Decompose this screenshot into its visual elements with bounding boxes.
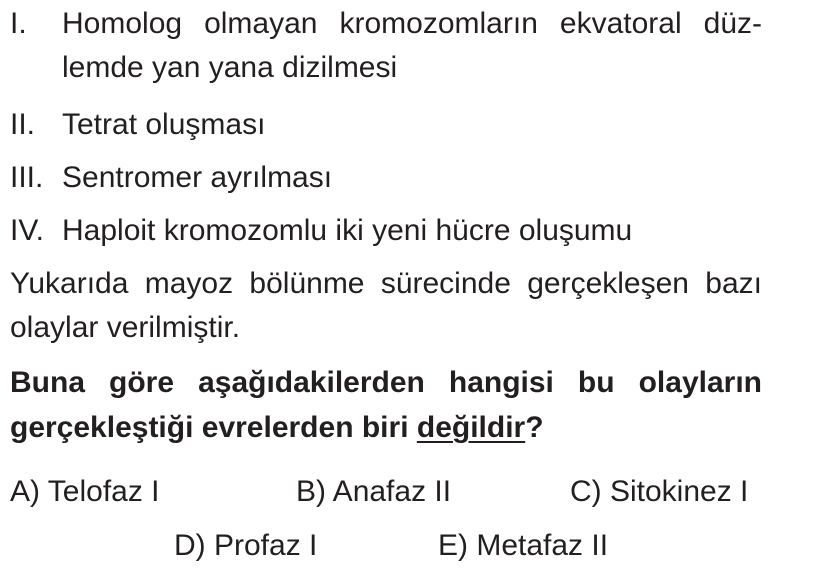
option-b[interactable]: B) Anafaz II [296, 475, 452, 508]
item-2 [10, 107, 265, 143]
item-3-text: Sentromer ayrılması [62, 161, 333, 194]
item-1-number: I. [10, 7, 27, 40]
item-3-number: III. [10, 161, 44, 194]
item-4 [10, 213, 632, 249]
option-e[interactable]: E) Metafaz II [438, 529, 609, 562]
item-2-text: Tetrat oluşması [62, 108, 266, 141]
item-4-number: IV. [10, 214, 44, 247]
item-3 [10, 160, 332, 196]
item-1-text: Homolog olmayan kromozomların ekvatoral düz- [62, 7, 762, 40]
option-a[interactable]: A) Telofaz I [10, 475, 160, 508]
negation-word: değildir [416, 411, 526, 444]
question-line-2 [10, 410, 544, 446]
question-line-1: Buna göre aşağıdakilerden hangisi bu olayların [10, 366, 762, 399]
question-mark: ? [525, 411, 544, 444]
item-1-continuation: lemde yan yana dizilmesi [62, 51, 398, 84]
question-text: gerçekleştiği evrelerden biri [10, 411, 417, 444]
context-line-1: Yukarıda mayoz bölünme sürecinde gerçekleşen bazı [10, 267, 762, 300]
option-c[interactable]: C) Sitokinez I [570, 475, 749, 508]
context-line-2: olaylar verilmiştir. [10, 311, 241, 344]
item-4-text: Haploit kromozomlu iki yeni hücre oluşumu [62, 214, 633, 247]
item-1 [10, 6, 762, 42]
option-d[interactable]: D) Profaz I [174, 529, 318, 562]
item-2-number: II. [10, 108, 36, 141]
